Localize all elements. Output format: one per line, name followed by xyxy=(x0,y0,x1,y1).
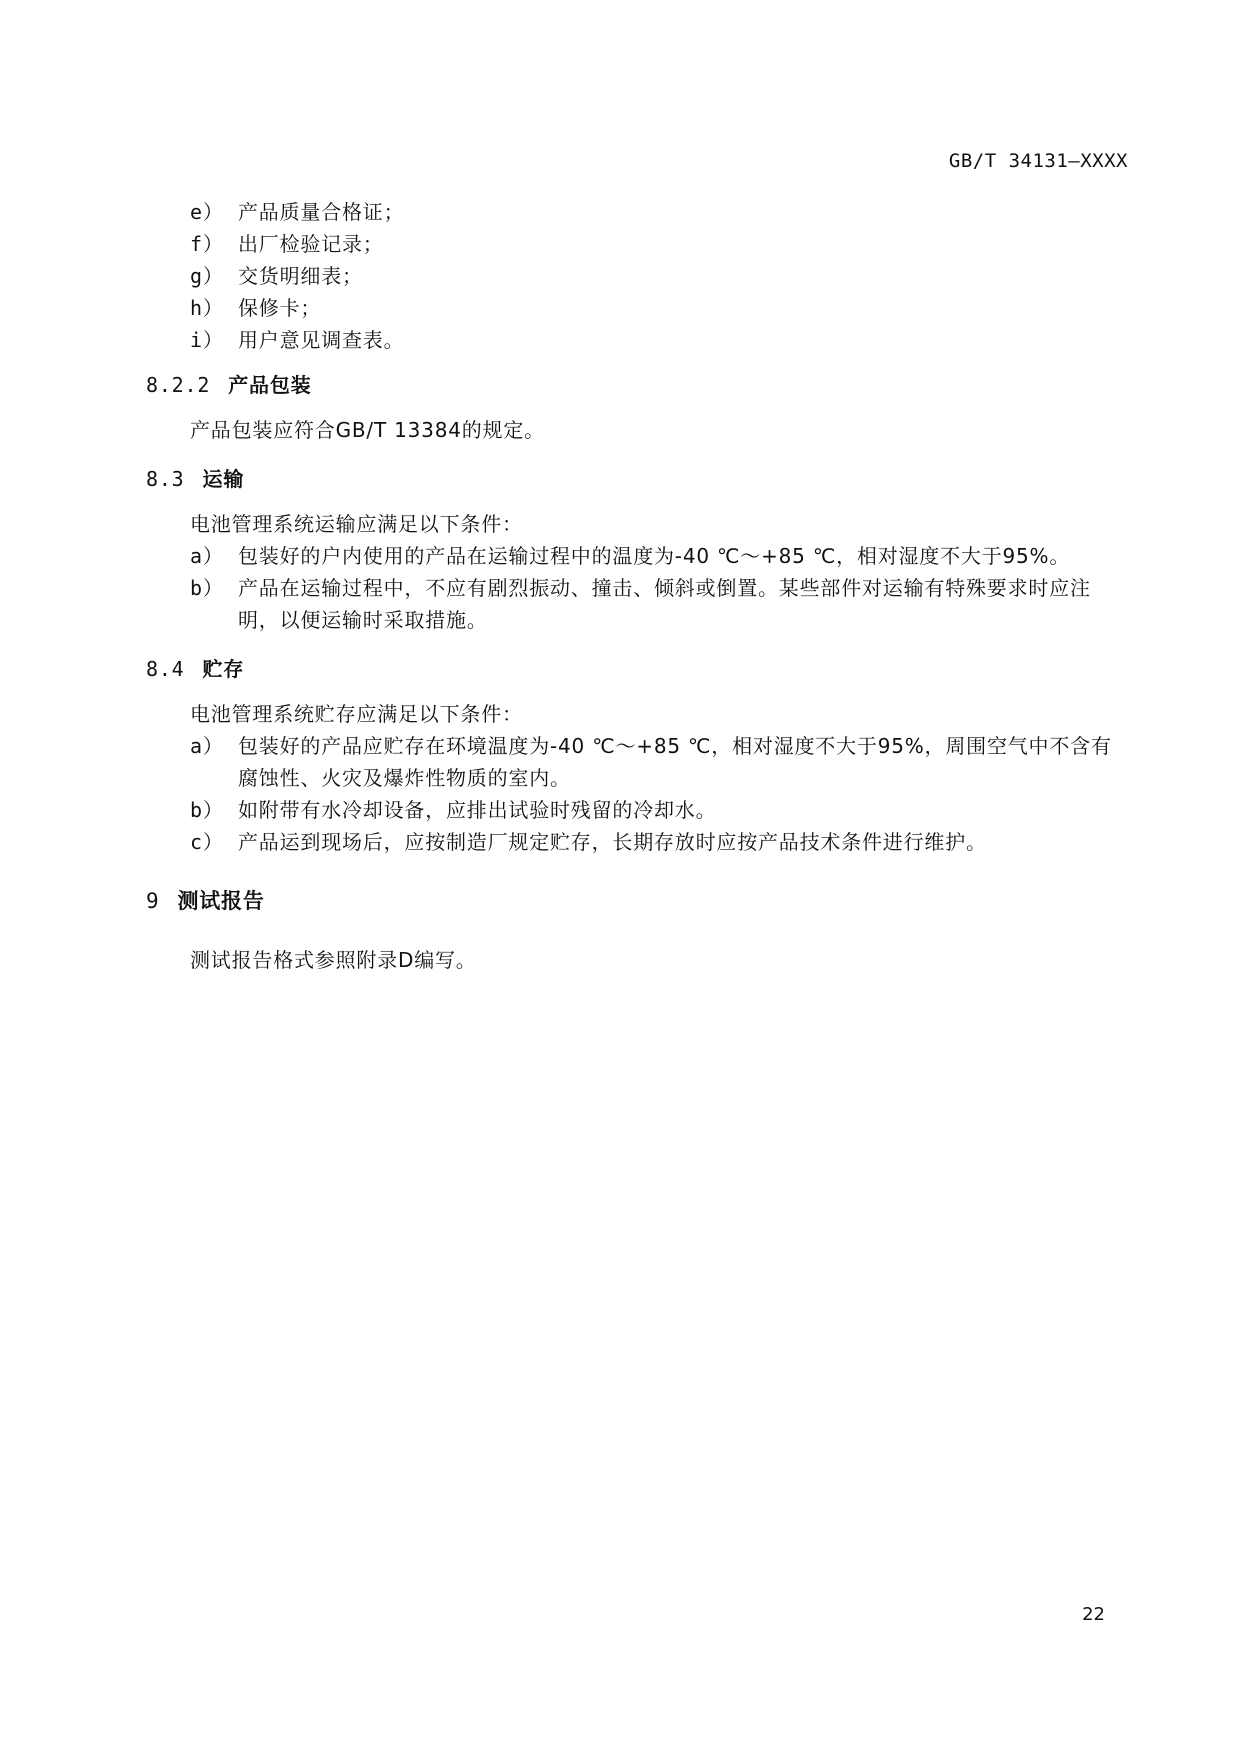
list-item xyxy=(146,572,1131,636)
list-item xyxy=(146,826,1131,858)
list-label: f） xyxy=(190,232,224,256)
list-label: e） xyxy=(190,200,224,224)
list-label: b） xyxy=(190,798,224,822)
list-label: b） xyxy=(190,576,224,600)
page-number: 22 xyxy=(1082,1604,1105,1625)
section-title: 测试报告 xyxy=(177,889,265,913)
section-title: 运输 xyxy=(202,467,245,491)
list-text: 保修卡； xyxy=(238,296,322,320)
list-text: 如附带有水冷却设备，应排出试验时残留的冷却水。 xyxy=(238,798,717,822)
list-text: 产品在运输过程中，不应有剧烈振动、撞击、倾斜或倒置。某些部件对运输有特殊要求时应注明，以便运输时采取措施。 xyxy=(238,576,1091,632)
section-number: 8.4 xyxy=(146,657,185,681)
section-title: 贮存 xyxy=(202,657,245,681)
standard-id-header: GB/T 34131—XXXX xyxy=(948,150,1128,172)
section-heading-8-3 xyxy=(146,462,1131,496)
section-heading-8-4 xyxy=(146,652,1131,686)
list-label: c） xyxy=(190,830,224,854)
section-number: 8.3 xyxy=(146,467,185,491)
list-label: h） xyxy=(190,296,224,320)
section-heading-9 xyxy=(146,884,1131,918)
list-text: 出厂检验记录； xyxy=(238,232,384,256)
list-text: 用户意见调查表。 xyxy=(238,328,405,352)
list-text: 产品运到现场后，应按制造厂规定贮存，长期存放时应按产品技术条件进行维护。 xyxy=(238,830,987,854)
section-paragraph: 测试报告格式参照附录D编写。 xyxy=(190,948,477,972)
section-number: 8.2.2 xyxy=(146,373,211,397)
list-item xyxy=(146,228,1131,260)
list-item xyxy=(146,794,1131,826)
list-item xyxy=(146,730,1131,794)
section-intro: 电池管理系统贮存应满足以下条件： xyxy=(190,702,523,726)
section-title: 产品包装 xyxy=(228,373,312,397)
list-text: 交货明细表； xyxy=(238,264,363,288)
section-heading-8-2-2 xyxy=(146,368,1131,402)
page-content xyxy=(146,196,1131,976)
list-text: 产品质量合格证； xyxy=(238,200,405,224)
list-item xyxy=(146,196,1131,228)
section-number: 9 xyxy=(146,889,160,913)
list-item xyxy=(146,540,1131,572)
list-item xyxy=(146,324,1131,356)
list-label: i） xyxy=(190,328,224,352)
list-label: a） xyxy=(190,734,224,758)
list-text: 包装好的户内使用的产品在运输过程中的温度为-40 ℃～+85 ℃，相对湿度不大于95%。 xyxy=(238,544,1071,568)
section-paragraph: 产品包装应符合GB/T 13384的规定。 xyxy=(190,418,545,442)
list-label: a） xyxy=(190,544,224,568)
list-item xyxy=(146,292,1131,324)
section-intro: 电池管理系统运输应满足以下条件： xyxy=(190,512,523,536)
list-item xyxy=(146,260,1131,292)
list-text: 包装好的产品应贮存在环境温度为-40 ℃～+85 ℃，相对湿度不大于95%，周围空气中不含有腐蚀性、火灾及爆炸性物质的室内。 xyxy=(238,734,1112,790)
list-label: g） xyxy=(190,264,224,288)
